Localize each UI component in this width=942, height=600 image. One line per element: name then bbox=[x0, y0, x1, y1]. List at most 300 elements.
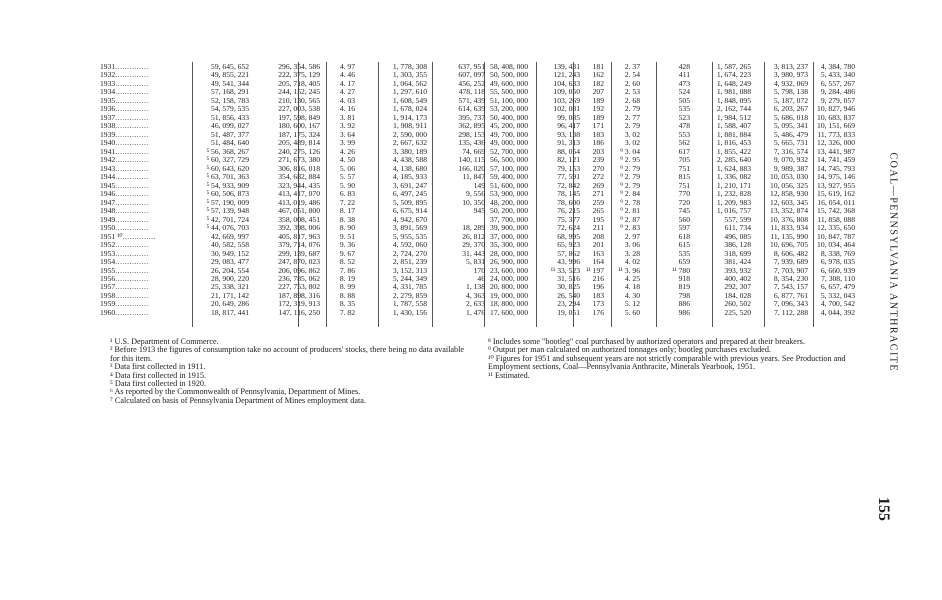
table-cell: 19, 051 bbox=[557, 307, 580, 317]
table-cell: 5, 955, 535 bbox=[392, 231, 427, 241]
page-number-text: 155 bbox=[875, 497, 892, 521]
table-cell: 181 bbox=[592, 62, 604, 71]
table-cell: 2, 724, 270 bbox=[392, 248, 427, 258]
table-cell: 557, 599 bbox=[724, 214, 751, 224]
table-cell: 395, 737 bbox=[458, 112, 485, 122]
table-cell: 411 bbox=[678, 70, 690, 80]
table-cell: ⁵ 42, 701, 724 bbox=[206, 214, 249, 224]
table-cell: 478 bbox=[678, 121, 690, 131]
year-cell: 1943.............. bbox=[100, 163, 149, 173]
year-cell: 1950.............. bbox=[100, 223, 149, 233]
table-cell: 45, 200, 000 bbox=[490, 121, 528, 131]
table-cell: 292, 307 bbox=[724, 282, 751, 292]
table-cell: 306, 816, 018 bbox=[278, 163, 320, 173]
table-cell: 1, 587, 265 bbox=[716, 62, 751, 71]
table-cell: 7, 703, 907 bbox=[773, 265, 808, 275]
table-cell: 14, 975, 146 bbox=[817, 172, 855, 182]
table-cell: 986 bbox=[678, 307, 690, 317]
table-cell: 259 bbox=[592, 197, 604, 207]
year-cell: 1953.............. bbox=[100, 248, 149, 258]
table-cell: 162 bbox=[592, 70, 604, 80]
table-cell: 7, 316, 574 bbox=[773, 146, 808, 156]
table-cell: 1, 674, 223 bbox=[716, 70, 751, 80]
year-cell: 1932.............. bbox=[100, 70, 149, 80]
table-cell: 207 bbox=[592, 87, 604, 97]
table-cell: 24, 000, 000 bbox=[490, 274, 528, 283]
table-cell: 30, 949, 152 bbox=[211, 248, 249, 258]
table-cell: 15, 742, 368 bbox=[817, 206, 855, 216]
table-cell: 5, 433, 340 bbox=[820, 70, 855, 80]
table-cell: 560 bbox=[678, 214, 690, 224]
footnote: ² Before 1913 the figures of consumption take no account of producers' stocks, there being no data available for this item. bbox=[110, 345, 465, 363]
table-cell: 65, 923 bbox=[557, 240, 580, 250]
year-cell: 1948.............. bbox=[100, 206, 149, 216]
table-cell: 55, 500, 000 bbox=[490, 87, 528, 97]
table-cell: 1, 787, 558 bbox=[392, 299, 427, 309]
table-cell: 611, 734 bbox=[724, 223, 751, 233]
table-cell: ¹¹ 780 bbox=[672, 265, 690, 275]
table-cell: 43, 996 bbox=[557, 257, 580, 267]
table-cell: 7, 939, 689 bbox=[773, 257, 808, 267]
table-cell: 4, 331, 785 bbox=[392, 282, 427, 292]
table-cell: 227, 003, 538 bbox=[278, 104, 320, 114]
table-cell: 1, 678, 024 bbox=[392, 104, 427, 114]
year-cell: 1940.............. bbox=[100, 138, 149, 148]
table-cell: 206, 096, 862 bbox=[278, 265, 320, 275]
table-cell: 163 bbox=[592, 248, 604, 258]
table-cell: 77, 591 bbox=[557, 172, 580, 182]
year-cell: 1959.............. bbox=[100, 299, 149, 309]
table-cell: 272 bbox=[592, 172, 604, 182]
footnote: ¹¹ Estimated. bbox=[488, 370, 530, 380]
table-cell: 172, 319, 913 bbox=[278, 299, 320, 309]
table-cell: 478, 118 bbox=[458, 87, 485, 97]
year-cell: 1960.............. bbox=[100, 307, 149, 317]
table-cell: 770 bbox=[678, 189, 690, 199]
table-cell: 197, 598, 849 bbox=[278, 112, 320, 122]
table-cell: 614, 639 bbox=[458, 104, 485, 114]
table-cell: 3, 891, 569 bbox=[392, 223, 427, 233]
table-cell: 225, 520 bbox=[724, 307, 751, 317]
table-cell: 11, 773, 833 bbox=[817, 129, 855, 139]
table-cell: 3. 02 bbox=[624, 138, 640, 148]
table-cell: ⁵ 60, 643, 620 bbox=[206, 163, 249, 173]
table-cell: 1, 908, 911 bbox=[393, 121, 427, 131]
table-cell: 6, 877, 761 bbox=[773, 290, 808, 300]
table-cell: 11, 847 bbox=[462, 172, 485, 182]
table-cell: 42, 669, 997 bbox=[211, 231, 249, 241]
table-cell: 210, 130, 565 bbox=[278, 95, 320, 105]
table-cell: 10, 034, 464 bbox=[817, 240, 855, 250]
table-cell: 93, 138 bbox=[557, 129, 580, 139]
table-cell: 2. 68 bbox=[624, 95, 640, 105]
table-cell: 815 bbox=[678, 172, 690, 182]
table-cell: 56, 500, 000 bbox=[490, 155, 528, 165]
table-cell: 68, 995 bbox=[557, 231, 580, 241]
table-cell: 354, 682, 884 bbox=[278, 172, 320, 182]
table-cell: 102, 081 bbox=[553, 104, 580, 114]
table-cell: 3, 380, 189 bbox=[392, 146, 427, 156]
table-cell: 14, 745, 793 bbox=[817, 163, 855, 173]
table-cell: 6, 675, 914 bbox=[392, 206, 427, 216]
table-cell: 9, 070, 932 bbox=[773, 155, 808, 165]
table-cell: 26, 812 bbox=[462, 231, 485, 241]
table-cell: 9, 989, 387 bbox=[773, 163, 808, 173]
table-cell: 18, 817, 441 bbox=[211, 307, 249, 317]
table-cell: 3. 64 bbox=[339, 129, 355, 139]
table-cell: 7. 86 bbox=[339, 265, 355, 275]
table-cell: 58, 408, 000 bbox=[490, 62, 528, 71]
table-cell: ⁵ 60, 327, 729 bbox=[206, 155, 249, 165]
table-cell: 5. 57 bbox=[339, 172, 355, 182]
table-cell: 3. 92 bbox=[339, 121, 355, 131]
table-cell: 467, 051, 800 bbox=[278, 206, 320, 216]
table-cell: 535 bbox=[678, 248, 690, 258]
table-cell: 1, 624, 883 bbox=[716, 163, 751, 173]
table-cell: 196 bbox=[592, 282, 604, 292]
table-cell: 4, 363 bbox=[466, 290, 485, 300]
table-cell: 607, 097 bbox=[458, 70, 485, 80]
table-cell: 1, 064, 562 bbox=[392, 78, 427, 88]
table-cell: 164 bbox=[592, 257, 604, 267]
table-cell: 37, 700, 000 bbox=[490, 214, 528, 224]
table-cell: 26, 204, 554 bbox=[211, 265, 249, 275]
table-cell: 78, 145 bbox=[557, 189, 580, 199]
table-cell: 4. 25 bbox=[624, 274, 640, 283]
table-cell: 6, 203, 267 bbox=[773, 104, 808, 114]
table-cell: 4, 932, 069 bbox=[773, 78, 808, 88]
table-cell: 2, 590, 000 bbox=[392, 129, 427, 139]
table-cell: 2. 79 bbox=[624, 104, 640, 114]
year-cell: 1934.............. bbox=[100, 87, 149, 97]
table-cell: 4. 97 bbox=[339, 62, 355, 71]
table-cell: 49, 541, 344 bbox=[211, 78, 249, 88]
table-cell: 8, 338, 769 bbox=[820, 248, 855, 258]
table-cell: 48, 200, 000 bbox=[490, 197, 528, 207]
table-cell: 52, 700, 000 bbox=[490, 146, 528, 156]
table-cell: 4, 384, 780 bbox=[820, 62, 855, 71]
table-cell: 299, 139, 687 bbox=[278, 248, 320, 258]
table-cell: 96, 417 bbox=[557, 121, 580, 131]
page-number bbox=[877, 492, 897, 522]
table-cell: 35, 300, 000 bbox=[490, 240, 528, 250]
table-cell: 8, 354, 230 bbox=[773, 274, 808, 283]
table-cell: 4. 50 bbox=[339, 155, 355, 165]
table-cell: 52, 158, 783 bbox=[211, 95, 249, 105]
table-cell: 8. 88 bbox=[339, 290, 355, 300]
running-head-text: COAL—PENNSYLVANIA ANTHRACITE bbox=[887, 152, 899, 373]
table-cell: 166, 020 bbox=[458, 163, 485, 173]
table-cell: 171 bbox=[592, 121, 604, 131]
table-cell: 405, 817, 963 bbox=[278, 231, 320, 241]
table-cell: 9, 284, 486 bbox=[820, 87, 855, 97]
table-cell: 1, 981, 088 bbox=[716, 87, 751, 97]
table-cell: 59, 645, 652 bbox=[211, 62, 249, 71]
table-cell: 170 bbox=[473, 265, 485, 275]
table-cell: ⁹ 2. 84 bbox=[620, 189, 640, 199]
table-cell: 147, 116, 250 bbox=[278, 307, 320, 317]
table-cell: 201 bbox=[592, 240, 604, 250]
table-cell: ⁵ 57, 190, 009 bbox=[206, 197, 249, 207]
table-cell: 269 bbox=[592, 180, 604, 190]
year-cell: 1937.............. bbox=[100, 112, 149, 122]
table-cell: 3, 691, 247 bbox=[392, 180, 427, 190]
table-cell: 7, 543, 157 bbox=[773, 282, 808, 292]
table-cell: 6, 978, 035 bbox=[820, 257, 855, 267]
table-cell: 4. 30 bbox=[624, 290, 640, 300]
table-cell: 51, 600, 000 bbox=[490, 180, 528, 190]
table-cell: 7, 112, 288 bbox=[774, 307, 808, 317]
table-cell: 945 bbox=[473, 206, 485, 216]
table-cell: 76, 215 bbox=[557, 206, 580, 216]
table-cell: 3, 813, 237 bbox=[773, 62, 808, 71]
year-cell: 1936.............. bbox=[100, 104, 149, 114]
table-cell: 1, 297, 610 bbox=[392, 87, 427, 97]
table-cell: 8. 99 bbox=[339, 282, 355, 292]
table-cell: 428 bbox=[678, 62, 690, 71]
table-cell: 4. 46 bbox=[339, 70, 355, 80]
table-cell: 386, 128 bbox=[724, 240, 751, 250]
table-cell: 51, 100, 000 bbox=[490, 95, 528, 105]
footnote: ⁴ Data first collected in 1915. bbox=[110, 370, 207, 380]
table-cell: 46 bbox=[477, 274, 485, 283]
table-cell: 2, 279, 859 bbox=[392, 290, 427, 300]
table-cell: 553 bbox=[678, 129, 690, 139]
table-cell: 5, 798, 138 bbox=[773, 87, 808, 97]
table-cell: 4, 942, 670 bbox=[392, 214, 427, 224]
table-cell: 11, 135, 990 bbox=[770, 231, 808, 241]
table-cell: 393, 932 bbox=[724, 265, 751, 275]
table-cell: 4, 700, 542 bbox=[820, 299, 855, 309]
table-cell: 1, 303, 355 bbox=[392, 70, 427, 80]
table-cell: 10, 053, 030 bbox=[770, 172, 808, 182]
table-cell: 203 bbox=[592, 146, 604, 156]
table-cell: 7, 308, 110 bbox=[821, 274, 855, 283]
table-cell: 10, 827, 946 bbox=[817, 104, 855, 114]
table-cell: 9. 36 bbox=[339, 240, 355, 250]
table-cell: 4. 16 bbox=[339, 104, 355, 114]
footnote: ¹ U.S. Department of Commerce. bbox=[110, 337, 219, 346]
table-cell: 12, 326, 000 bbox=[817, 138, 855, 148]
table-cell: 659 bbox=[678, 257, 690, 267]
table-cell: ¹¹ 197 bbox=[586, 265, 604, 275]
table-cell: ⁵ 56, 368, 267 bbox=[206, 146, 249, 156]
table-cell: 10, 847, 787 bbox=[817, 231, 855, 241]
table-cell: 4, 592, 060 bbox=[392, 240, 427, 250]
table-cell: 180, 600, 167 bbox=[278, 121, 320, 131]
table-cell: 10, 056, 325 bbox=[770, 180, 808, 190]
table-cell: 74, 669 bbox=[462, 146, 485, 156]
table-cell: 523 bbox=[678, 112, 690, 122]
year-cell: 1955.............. bbox=[100, 265, 149, 275]
table-cell: 173 bbox=[592, 299, 604, 309]
table-cell: 2, 851, 239 bbox=[392, 257, 427, 267]
table-cell: 91, 313 bbox=[557, 138, 580, 148]
table-cell: 227, 753, 802 bbox=[278, 282, 320, 292]
footnote: ³ Data first collected in 1911. bbox=[110, 362, 206, 372]
table-cell: 1, 855, 422 bbox=[716, 146, 751, 156]
table-cell: 72, 624 bbox=[557, 223, 580, 233]
table-cell: 1, 138 bbox=[466, 282, 485, 292]
table-cell: 82, 121 bbox=[557, 155, 580, 165]
table-cell: 192 bbox=[592, 104, 604, 114]
footnotes-left-column bbox=[110, 338, 475, 405]
year-cell: 1941.............. bbox=[100, 146, 149, 156]
table-cell: 16, 054, 011 bbox=[817, 197, 855, 207]
table-cell: 413, 417, 070 bbox=[278, 189, 320, 199]
table-cell: 10, 376, 808 bbox=[770, 214, 808, 224]
table-cell: 2. 37 bbox=[624, 62, 640, 71]
table-cell: 5, 509, 895 bbox=[392, 197, 427, 207]
table-cell: 260, 502 bbox=[724, 299, 751, 309]
table-cell: 4. 18 bbox=[624, 282, 640, 292]
table-cell: 10, 696, 705 bbox=[770, 240, 808, 250]
table-cell: 2. 97 bbox=[624, 231, 640, 241]
table-cell: 6, 497, 245 bbox=[392, 189, 427, 199]
table-cell: 26, 900, 000 bbox=[490, 257, 528, 267]
year-cell: 1933.............. bbox=[100, 78, 149, 88]
table-cell: 29, 370 bbox=[462, 240, 485, 250]
year-cell: 1957.............. bbox=[100, 282, 149, 292]
table-cell: 298, 153 bbox=[458, 129, 485, 139]
table-cell: 40, 582, 558 bbox=[211, 240, 249, 250]
table-cell: 37, 000, 000 bbox=[490, 231, 528, 241]
table-cell: 4, 138, 680 bbox=[392, 163, 427, 173]
table-cell: ⁵ 44, 076, 703 bbox=[206, 223, 249, 233]
table-cell: 2. 60 bbox=[624, 78, 640, 88]
table-cell: 4. 27 bbox=[339, 87, 355, 97]
year-cell: 1931.............. bbox=[100, 62, 149, 71]
table-cell: 183 bbox=[592, 290, 604, 300]
table-cell: 271 bbox=[592, 189, 604, 199]
table-cell: 6, 657, 479 bbox=[820, 282, 855, 292]
table-cell: 4. 03 bbox=[339, 95, 355, 105]
table-cell: 2. 53 bbox=[624, 87, 640, 97]
table-cell: ⁹ 2. 79 bbox=[620, 163, 640, 173]
table-cell: 53, 200, 000 bbox=[490, 104, 528, 114]
table-cell: 5, 686, 018 bbox=[773, 112, 808, 122]
table-cell: 5. 12 bbox=[624, 299, 640, 309]
table-cell: 8. 90 bbox=[339, 223, 355, 233]
table-cell: 3, 980, 973 bbox=[773, 70, 808, 80]
year-cell: 1942.............. bbox=[100, 155, 149, 165]
table-cell: 535 bbox=[678, 104, 690, 114]
table-cell: 54, 579, 535 bbox=[211, 104, 249, 114]
table-cell: 4. 26 bbox=[339, 146, 355, 156]
table-cell: 135, 436 bbox=[458, 138, 485, 148]
table-cell: ⁹ 2. 83 bbox=[620, 223, 640, 233]
table-cell: 2, 667, 632 bbox=[392, 138, 427, 148]
table-cell: 413, 019, 486 bbox=[278, 197, 320, 207]
table-cell: 29, 083, 477 bbox=[211, 257, 249, 267]
table-cell: 4. 02 bbox=[624, 257, 640, 267]
table-cell: 3. 99 bbox=[339, 138, 355, 148]
table-cell: 524 bbox=[678, 87, 690, 97]
table-cell: 11, 858, 088 bbox=[817, 214, 855, 224]
year-cell: 1946.............. bbox=[100, 189, 149, 199]
table-cell: 23, 600, 000 bbox=[490, 265, 528, 275]
table-cell: 1, 881, 884 bbox=[716, 129, 751, 139]
table-cell: 379, 714, 076 bbox=[278, 240, 320, 250]
table-cell: 182 bbox=[592, 78, 604, 88]
table-cell: 20, 649, 286 bbox=[211, 299, 249, 309]
table-cell: 400, 402 bbox=[724, 274, 751, 283]
table-cell: 745 bbox=[678, 206, 690, 216]
table-cell: 208 bbox=[592, 231, 604, 241]
footnotes-right-column bbox=[488, 338, 860, 380]
table-cell: 59, 400, 000 bbox=[490, 172, 528, 182]
table-cell: 8. 17 bbox=[339, 206, 355, 216]
table-cell: 189 bbox=[592, 112, 604, 122]
table-cell: 49, 600, 000 bbox=[490, 78, 528, 88]
year-cell: 1956.............. bbox=[100, 274, 149, 283]
table-cell: 39, 900, 000 bbox=[490, 223, 528, 233]
table-cell: ⁹ 2. 79 bbox=[620, 180, 640, 190]
table-cell: 886 bbox=[678, 299, 690, 309]
table-cell: ¹¹ 33, 523 bbox=[550, 265, 580, 275]
table-cell: 571, 439 bbox=[458, 95, 485, 105]
table-cell: 205, 489, 814 bbox=[278, 138, 320, 148]
table-cell: 205, 718, 405 bbox=[278, 78, 320, 88]
table-cell: 2. 79 bbox=[624, 121, 640, 131]
table-cell: 473 bbox=[678, 78, 690, 88]
table-cell: 88, 054 bbox=[557, 146, 580, 156]
table-cell: 1, 608, 549 bbox=[392, 95, 427, 105]
table-cell: 50, 200, 000 bbox=[490, 206, 528, 216]
footnote: ⁷ Calculated on basis of Pennsylvania Department of Mines employment data. bbox=[110, 395, 366, 405]
table-cell: 6. 83 bbox=[339, 189, 355, 199]
table-cell: 46, 099, 027 bbox=[211, 121, 249, 131]
table-cell: 1, 816, 453 bbox=[716, 138, 751, 148]
table-cell: 12, 603, 345 bbox=[770, 197, 808, 207]
table-cell: 637, 951 bbox=[458, 62, 485, 71]
table-cell: 195 bbox=[592, 214, 604, 224]
table-cell: 9. 67 bbox=[339, 248, 355, 258]
table-cell: 25, 338, 321 bbox=[211, 282, 249, 292]
running-head bbox=[878, 152, 899, 373]
table-cell: 7. 22 bbox=[339, 197, 355, 207]
table-cell: 50, 500, 000 bbox=[490, 70, 528, 80]
table-cell: 3. 28 bbox=[624, 248, 640, 258]
table-cell: 2, 633 bbox=[466, 299, 485, 309]
table-cell: 1, 984, 512 bbox=[716, 112, 751, 122]
table-cell: ⁵ 54, 933, 909 bbox=[206, 180, 249, 190]
table-cell: 21, 171, 142 bbox=[211, 290, 249, 300]
table-cell: 216 bbox=[592, 274, 604, 283]
table-cell: 618 bbox=[678, 231, 690, 241]
table-cell: 751 bbox=[678, 180, 690, 190]
table-cell: 318, 699 bbox=[724, 248, 751, 258]
table-cell: 8. 19 bbox=[339, 274, 355, 283]
table-cell: 4. 17 bbox=[339, 78, 355, 88]
year-cell: 1944.............. bbox=[100, 172, 149, 182]
table-cell: 104, 633 bbox=[553, 78, 580, 88]
table-cell: 139, 431 bbox=[553, 62, 580, 71]
table-cell: 3. 81 bbox=[339, 112, 355, 122]
table-cell: 9. 51 bbox=[339, 231, 355, 241]
table-cell: 456, 252 bbox=[458, 78, 485, 88]
table-cell: 5, 095, 341 bbox=[773, 121, 808, 131]
footnote: ⁶ As reported by the Commonwealth of Pennsylvania, Department of Mines. bbox=[110, 387, 361, 397]
table-cell: 75, 377 bbox=[557, 214, 580, 224]
table-cell: 2, 162, 744 bbox=[716, 104, 751, 114]
year-cell: 1958.............. bbox=[100, 290, 149, 300]
table-cell: ⁵ 63, 701, 363 bbox=[206, 172, 249, 182]
table-cell: 323, 944, 435 bbox=[278, 180, 320, 190]
table-cell: 597 bbox=[678, 223, 690, 233]
table-cell: 4, 044, 392 bbox=[820, 307, 855, 317]
table-cell: 13, 927, 955 bbox=[817, 180, 855, 190]
